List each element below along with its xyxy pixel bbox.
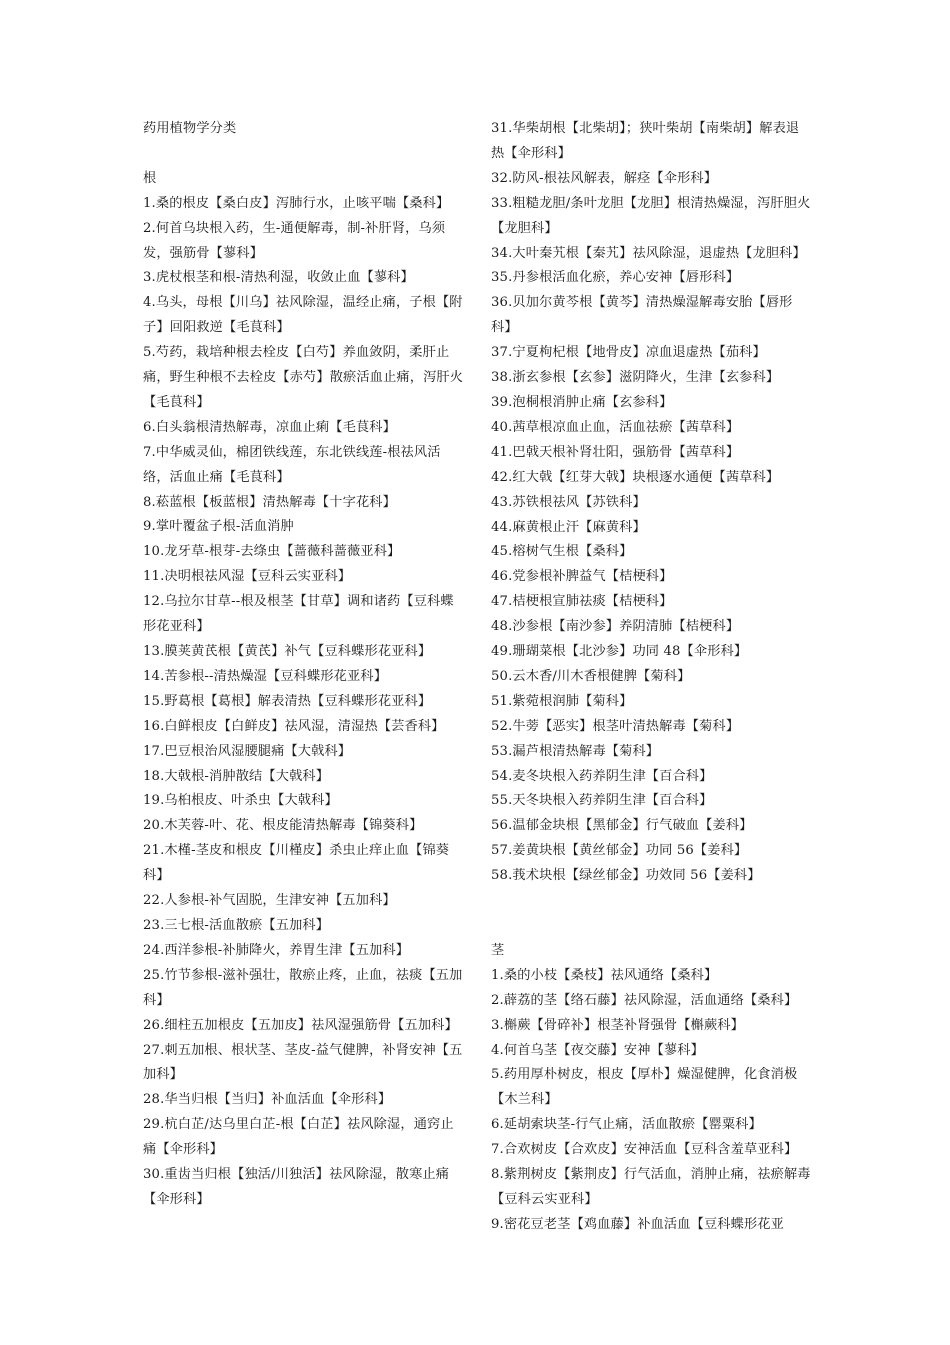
blank-line bbox=[491, 914, 811, 939]
list-item: 1.桑的根皮【桑白皮】泻肺行水，止咳平喘【桑科】 bbox=[143, 195, 450, 211]
list-item: 6.白头翁根清热解毒，凉血止痢【毛茛科】 bbox=[143, 419, 396, 435]
list-item: 15.野葛根【葛根】解表清热【豆科蝶形花亚科】 bbox=[143, 693, 432, 709]
list-item: 14.苦参根--清热燥湿【豆科蝶形花亚科】 bbox=[143, 668, 388, 684]
list-item: 18.大戟根-消肿散结【大戟科】 bbox=[143, 768, 330, 784]
list-item: 48.沙参根【南沙参】养阴清肺【桔梗科】 bbox=[491, 619, 740, 635]
list-item: 49.珊瑚菜根【北沙参】功同 48【伞形科】 bbox=[491, 644, 748, 660]
list-item: 21.木槿-茎皮和根皮【川槿皮】杀虫止痒止血【锦葵科】 bbox=[143, 843, 450, 884]
list-item: 12.乌拉尔甘草--根及根茎【甘草】调和诸药【豆科蝶形花亚科】 bbox=[143, 594, 454, 635]
blank-line bbox=[491, 889, 811, 914]
list-item: 56.温郁金块根【黑郁金】行气破血【姜科】 bbox=[491, 818, 753, 834]
list-item: 52.牛蒡【恶实】根茎叶清热解毒【菊科】 bbox=[491, 718, 740, 734]
list-item: 29.杭白芷/达乌里白芷-根【白芷】祛风除湿，通窍止痛【伞形科】 bbox=[143, 1117, 454, 1158]
list-item: 7.中华威灵仙，棉团铁线莲，东北铁线莲-根祛风活络，活血止痛【毛茛科】 bbox=[143, 444, 441, 485]
list-item: 35.丹参根活血化瘀，养心安神【唇形科】 bbox=[491, 270, 740, 286]
list-item: 53.漏芦根清热解毒【菊科】 bbox=[491, 743, 660, 759]
list-item: 28.华当归根【当归】补血活血【伞形科】 bbox=[143, 1092, 392, 1108]
list-item: 22.人参根-补气固脱，生津安神【五加科】 bbox=[143, 893, 396, 909]
list-item: 8.紫荆树皮【紫荆皮】行气活血，消肿止痛，祛瘀解毒【豆科云实亚科】 bbox=[491, 1167, 811, 1207]
list-item: 16.白鲜根皮【白鲜皮】祛风湿，清湿热【芸香科】 bbox=[143, 718, 445, 734]
list-item: 42.红大戟【红芽大戟】块根逐水通便【茜草科】 bbox=[491, 469, 780, 485]
list-item: 46.党参根补脾益气【桔梗科】 bbox=[491, 569, 673, 585]
list-item: 4.何首乌茎【夜交藤】安神【蓼科】 bbox=[491, 1042, 704, 1058]
list-item: 27.刺五加根、根状茎、茎皮-益气健脾，补肾安神【五加科】 bbox=[143, 1042, 463, 1083]
list-item: 8.菘蓝根【板蓝根】清热解毒【十字花科】 bbox=[143, 494, 396, 510]
list-item: 19.乌桕根皮、叶杀虫【大戟科】 bbox=[143, 793, 338, 809]
section-heading-stem: 茎 bbox=[491, 942, 505, 958]
list-item: 5.芍药，栽培种根去栓皮【白芍】养血敛阴，柔肝止痛，野生种根不去栓皮【赤芍】散瘀活血止痛，泻肝火【毛茛科】 bbox=[143, 345, 464, 410]
list-item: 33.粗糙龙胆/条叶龙胆【龙胆】根清热燥湿，泻肝胆火【龙胆科】 bbox=[491, 195, 811, 236]
list-item: 41.巴戟天根补肾壮阳，强筋骨【茜草科】 bbox=[491, 444, 740, 460]
blank-line bbox=[143, 142, 467, 167]
list-item: 39.泡桐根消肿止痛【玄参科】 bbox=[491, 394, 673, 410]
list-item: 3.虎杖根茎和根-清热利湿，收敛止血【蓼科】 bbox=[143, 270, 414, 286]
list-item: 55.天冬块根入药养阴生津【百合科】 bbox=[491, 793, 713, 809]
list-item: 13.膜荚黄芪根【黄芪】补气【豆科蝶形花亚科】 bbox=[143, 644, 432, 660]
list-item: 57.姜黄块根【黄丝郁金】功同 56【姜科】 bbox=[491, 843, 748, 859]
right-column bbox=[491, 117, 811, 1238]
list-item: 30.重齿当归根【独活/川独活】祛风除湿，散寒止痛【伞形科】 bbox=[143, 1167, 450, 1207]
list-item: 2.何首乌块根入药，生-通便解毒，制-补肝肾，乌须发，强筋骨【蓼科】 bbox=[143, 220, 446, 261]
left-column bbox=[143, 117, 467, 1213]
root-entry-list-left bbox=[143, 192, 467, 1213]
list-item: 38.浙玄参根【玄参】滋阴降火，生津【玄参科】 bbox=[491, 370, 780, 386]
list-item: 10.龙牙草-根芽-去绦虫【蔷薇科蔷薇亚科】 bbox=[143, 544, 401, 560]
list-item: 50.云木香/川木香根健脾【菊科】 bbox=[491, 668, 691, 684]
list-item: 9.密花豆老茎【鸡血藤】补血活血【豆科蝶形花亚 bbox=[491, 1216, 784, 1232]
list-item: 54.麦冬块根入药养阴生津【百合科】 bbox=[491, 768, 713, 784]
list-item: 11.决明根祛风湿【豆科云实亚科】 bbox=[143, 569, 352, 585]
root-entry-list-right bbox=[491, 117, 811, 889]
list-item: 2.薜荔的茎【络石藤】祛风除湿，活血通络【桑科】 bbox=[491, 992, 798, 1008]
list-item: 58.莪术块根【绿丝郁金】功效同 56【姜科】 bbox=[491, 868, 761, 884]
list-item: 17.巴豆根治风湿腰腿痛【大戟科】 bbox=[143, 743, 352, 759]
list-item: 34.大叶秦艽根【秦艽】祛风除湿，退虚热【龙胆科】 bbox=[491, 245, 806, 261]
list-item: 45.榕树气生根【桑科】 bbox=[491, 544, 633, 560]
list-item: 1.桑的小枝【桑枝】祛风通络【桑科】 bbox=[491, 967, 718, 983]
list-item: 25.竹节参根-滋补强壮，散瘀止疼，止血，祛痰【五加科】 bbox=[143, 967, 463, 1008]
list-item: 47.桔梗根宣肺祛痰【桔梗科】 bbox=[491, 594, 673, 610]
list-item: 43.苏铁根祛风【苏铁科】 bbox=[491, 494, 646, 510]
list-item: 6.延胡索块茎-行气止痛，活血散瘀【罂粟科】 bbox=[491, 1117, 762, 1133]
list-item: 37.宁夏枸杞根【地骨皮】凉血退虚热【茄科】 bbox=[491, 345, 766, 361]
list-item: 23.三七根-活血散瘀【五加科】 bbox=[143, 917, 330, 933]
list-item: 26.细柱五加根皮【五加皮】祛风湿强筋骨【五加科】 bbox=[143, 1017, 458, 1033]
list-item: 31.华柴胡根【北柴胡】；狭叶柴胡【南柴胡】解表退热【伞形科】 bbox=[491, 121, 800, 161]
section-heading-root: 根 bbox=[143, 170, 157, 186]
list-item: 20.木芙蓉-叶、花、根皮能清热解毒【锦葵科】 bbox=[143, 818, 423, 834]
list-item: 24.西洋参根-补肺降火，养胃生津【五加科】 bbox=[143, 942, 410, 958]
list-item: 5.药用厚朴树皮，根皮【厚朴】燥湿健脾，化食消极【木兰科】 bbox=[491, 1067, 798, 1108]
list-item: 3.槲蕨【骨碎补】根茎补肾强骨【槲蕨科】 bbox=[491, 1017, 744, 1033]
document-title: 药用植物学分类 bbox=[143, 121, 237, 136]
list-item: 44.麻黄根止汗【麻黄科】 bbox=[491, 519, 646, 535]
list-item: 4.乌头，母根【川乌】祛风除湿，温经止痛，子根【附子】回阳救逆【毛茛科】 bbox=[143, 295, 463, 336]
list-item: 32.防风-根祛风解表，解痉【伞形科】 bbox=[491, 170, 718, 186]
list-item: 7.合欢树皮【合欢皮】安神活血【豆科含羞草亚科】 bbox=[491, 1142, 798, 1158]
list-item: 40.茜草根凉血止血，活血祛瘀【茜草科】 bbox=[491, 419, 740, 435]
list-item: 9.掌叶覆盆子根-活血消肿 bbox=[143, 519, 294, 535]
stem-entry-list bbox=[491, 964, 811, 1238]
list-item: 51.紫菀根润肺【菊科】 bbox=[491, 693, 633, 709]
list-item: 36.贝加尔黄芩根【黄芩】清热燥湿解毒安胎【唇形科】 bbox=[491, 295, 793, 336]
